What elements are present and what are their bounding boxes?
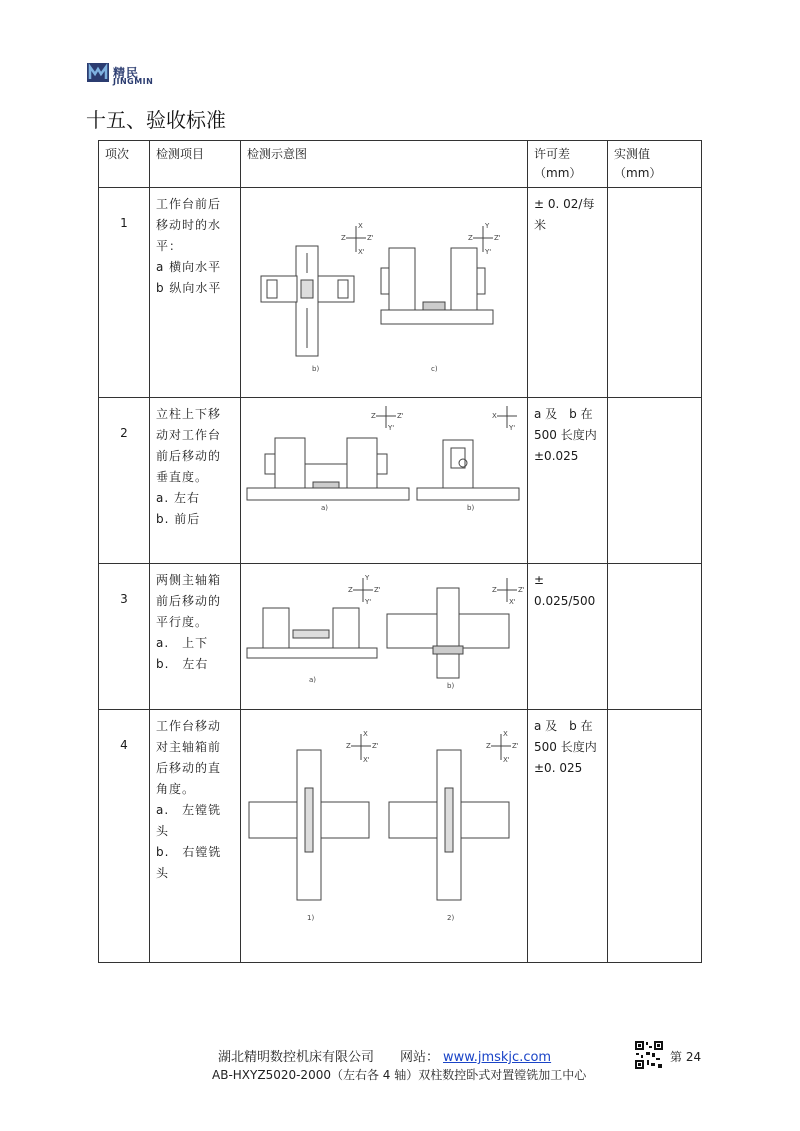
row-description: 工作台移动 对主轴箱前 后移动的直 角度。 a. 左镗铣头 b. 右镗铣头 [150,710,241,963]
svg-text:Z: Z [348,586,353,594]
svg-text:a): a) [309,676,317,684]
logo-text-cn: 精民 [113,66,140,80]
row-description: 立柱上下移 动对工作台 前后移动的 垂直度。 a. 左右 b. 前后 [150,398,241,564]
table-row [99,710,702,963]
table-row [99,564,702,710]
row-description: 工作台前后 移动时的水 平： a 横向水平 b 纵向水平 [150,188,241,398]
svg-text:X': X' [363,756,370,764]
row-no: 1 [99,188,150,398]
perpendicularity-diagram [241,398,527,562]
axis-indicator-icon [346,730,379,764]
section-title: 十五、验收标准 [86,108,226,132]
row-description: 两侧主轴箱 前后移动的 平行度。 a. 上下 b. 左右 [150,564,241,710]
website-link[interactable]: www.jmskjc.com [443,1050,552,1065]
header-measured: 实测值 （mm） [608,141,702,188]
svg-text:Z': Z' [372,742,379,750]
qr-code-icon [634,1040,664,1070]
svg-text:Y: Y [485,222,490,230]
svg-text:b): b) [447,682,455,690]
svg-text:Z': Z' [512,742,519,750]
row-diagram [241,564,528,710]
svg-text:2): 2) [447,914,455,922]
svg-text:1): 1) [307,914,315,922]
table-header-row [99,141,702,188]
row-diagram [241,398,528,564]
row-diagram [241,710,528,963]
parallelism-diagram [241,564,527,708]
axis-indicator-icon [492,578,525,606]
svg-text:Z': Z' [518,586,525,594]
axis-indicator-icon [492,406,517,432]
svg-text:X: X [503,730,508,738]
svg-text:Y: Y [365,574,370,582]
row-no: 4 [99,710,150,963]
svg-text:c): c) [431,365,438,373]
axis-indicator-icon [486,730,519,764]
logo-text-en: JINGMIN [113,77,154,86]
svg-text:a): a) [321,504,329,512]
svg-text:Z': Z' [374,586,381,594]
row-tolerance: a 及 b 在 500 长度内 ±0. 025 [528,710,608,963]
footer-model-line: AB-HXYZ5020-2000（左右各 4 轴）双柱数控卧式对置镗铣加工中心 [212,1068,587,1082]
svg-text:Z: Z [468,234,473,242]
row-measured-value [608,188,702,398]
company-logo [86,60,176,90]
svg-text:X: X [358,222,363,230]
acceptance-table [98,140,702,963]
row-diagram [241,188,528,398]
row-tolerance: ± 0.025/500 [528,564,608,710]
header-item: 检测项目 [150,141,241,188]
svg-text:X': X' [358,248,365,256]
axis-indicator-icon [341,222,374,256]
svg-text:Z': Z' [397,412,404,420]
logo-mark-icon [86,60,110,84]
row-measured-value [608,398,702,564]
svg-text:Z': Z' [494,234,501,242]
svg-text:b): b) [467,504,475,512]
svg-text:Z: Z [346,742,351,750]
svg-text:Y': Y' [388,424,395,432]
squareness-diagram [241,710,527,961]
header-no: 项次 [99,141,150,188]
table-row [99,188,702,398]
svg-text:Z: Z [371,412,376,420]
svg-text:Z': Z' [367,234,374,242]
svg-text:X': X' [509,598,516,606]
level-check-diagram [241,188,527,396]
row-measured-value [608,710,702,963]
svg-text:Y': Y' [485,248,492,256]
row-tolerance: a 及 b 在 500 长度内 ±0.025 [528,398,608,564]
row-no: 2 [99,398,150,564]
table-row [99,398,702,564]
svg-text:b): b) [312,365,320,373]
svg-text:Z: Z [492,586,497,594]
footer-company: 湖北精明数控机床有限公司 网站： [218,1050,440,1065]
svg-text:X: X [363,730,368,738]
svg-text:Y': Y' [365,598,372,606]
row-no: 3 [99,564,150,710]
axis-indicator-icon [371,406,404,432]
header-diagram: 检测示意图 [241,141,528,188]
header-tolerance: 许可差 （mm） [528,141,608,188]
footer-company-line [218,1046,551,1065]
svg-text:Z: Z [486,742,491,750]
row-measured-value [608,564,702,710]
svg-text:Y': Y' [509,424,516,432]
svg-text:X: X [492,412,497,420]
axis-indicator-icon [348,574,381,606]
svg-text:X': X' [503,756,510,764]
row-tolerance: ± 0. 02/每 米 [528,188,608,398]
svg-text:Z: Z [341,234,346,242]
page-number: 第 24 [670,1050,702,1064]
